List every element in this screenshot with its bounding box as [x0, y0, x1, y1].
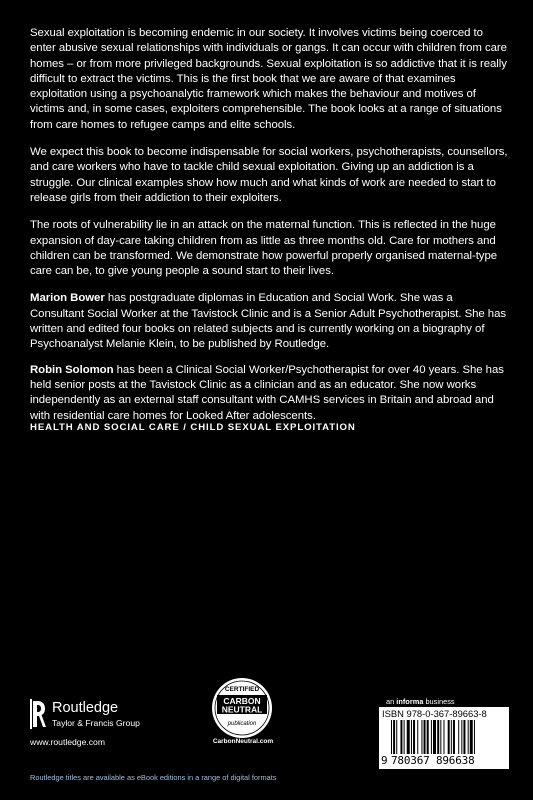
barcode-first-digit: 9: [381, 754, 388, 767]
barcode-bar: [451, 720, 452, 754]
description-paragraph-2: We expect this book to become indispensable for social workers, psychotherapists, counsellors, and care workers who have to tackle child sexual exploitation. Giving up an addiction is a struggle. Our clinical examples show how much and what kinds of work are needed to start to release girls from their addiction to their exploiters.: [30, 146, 508, 204]
ebook-availability-note: Routledge titles are available as eBook editions in a range of digital formats: [30, 773, 277, 782]
barcode-bar: [461, 720, 462, 754]
barcode-bar: [391, 720, 392, 754]
barcode-bar: [437, 720, 439, 754]
informa-tagline: [386, 697, 455, 706]
informa-brand: informa: [396, 697, 424, 706]
barcode: [379, 707, 509, 769]
barcode-bar: [411, 720, 412, 754]
barcode-bar: [421, 720, 422, 754]
author-bio-2: [30, 363, 508, 424]
informa-suffix: business: [423, 697, 455, 706]
barcode-bar: [407, 720, 410, 754]
author-name-2: Robin Solomon: [30, 363, 114, 376]
author-bio-text-2: has been a Clinical Social Worker/Psychotherapist for over 40 years. She has held senior posts at the Tavistock Clinic as a clinician and as an educator. She now works independently as an external staff consultant with CAMHS services in Britain and abroad and with residential care homes for Looked After adolescents.: [30, 363, 504, 422]
barcode-bar: [448, 720, 450, 754]
barcode-bar: [444, 720, 445, 754]
author-name-1: Marion Bower: [30, 292, 105, 305]
barcode-bar: [474, 720, 475, 754]
barcode-bars-icon: [391, 720, 501, 754]
publisher-group: Taylor & Francis Group: [52, 718, 140, 728]
seal-bottom-text: publication: [227, 721, 257, 727]
barcode-bar: [404, 720, 405, 754]
barcode-digits: 780367 896638: [391, 754, 475, 767]
barcode-bar: [424, 720, 426, 754]
seal-mid1-text: CARBON: [223, 696, 261, 706]
barcode-bar: [433, 720, 436, 754]
description-paragraph-3: The roots of vulnerability lie in an attack on the maternal function. This is reflected in the huge expansion of day-care taking children from as little as three months old. Care for mothers and children can be transformed. We demonstrate how powerful properly organised maternal-type care can be, to give young people a sound start to their lives.: [30, 219, 498, 278]
barcode-bar: [431, 720, 432, 754]
barcode-bar: [396, 720, 397, 754]
barcode-bar: [427, 720, 429, 754]
author-bio-text-1: has postgraduate diplomas in Education and Social Work. She was a Consultant Social Worker at the Tavistock Clinic and is a Senior Adult Psychotherapist. She has written and edited four books on related subjects and is currently working on a biography of Psychoanalyst Melanie Klein, to be published by Routledge.: [30, 292, 507, 351]
barcode-bar: [400, 720, 402, 754]
barcode-bar: [463, 720, 465, 754]
isbn-number: ISBN 978-0-367-89663-8: [382, 708, 487, 719]
publisher-logo: [30, 696, 190, 746]
publisher-name: Routledge: [52, 700, 119, 716]
back-cover-text: [30, 26, 508, 434]
barcode-bar: [458, 720, 459, 754]
seal-top-text: CERTIFIED: [224, 686, 260, 693]
author-bio-1: [30, 291, 508, 352]
routledge-r-icon: [30, 699, 46, 729]
barcode-bar: [417, 720, 418, 754]
barcode-bar: [413, 720, 415, 754]
subject-category: HEALTH AND SOCIAL CARE / CHILD SEXUAL EXPLOITATION: [30, 422, 356, 433]
seal-mid2-text: NEUTRAL: [221, 704, 263, 715]
carbon-neutral-url: CarbonNeutral.com: [212, 738, 274, 745]
publisher-url: www.routledge.com: [30, 737, 105, 747]
description-paragraph-1: Sexual exploitation is becoming endemic in our society. It involves victims being coerced to enter abusive sexual relationships with individuals or gangs. It can occur with children from care homes – or from more privileged backgrounds. Sexual exploitation is so addictive that it is really difficult to extract the victims. This is the first book that we are aware of that examines exploitation using a psychoanalytic framework which makes the behaviour and motives of victims and, in some cases, exploiters comprehensible. The book looks at a range of situations from care homes to refugee camps and elite schools.: [30, 27, 507, 131]
barcode-bar: [453, 720, 455, 754]
barcode-bar: [470, 720, 473, 754]
barcode-bar: [393, 720, 395, 754]
informa-prefix: an: [386, 697, 397, 706]
barcode-bar: [468, 720, 469, 754]
barcode-bar: [440, 720, 441, 754]
